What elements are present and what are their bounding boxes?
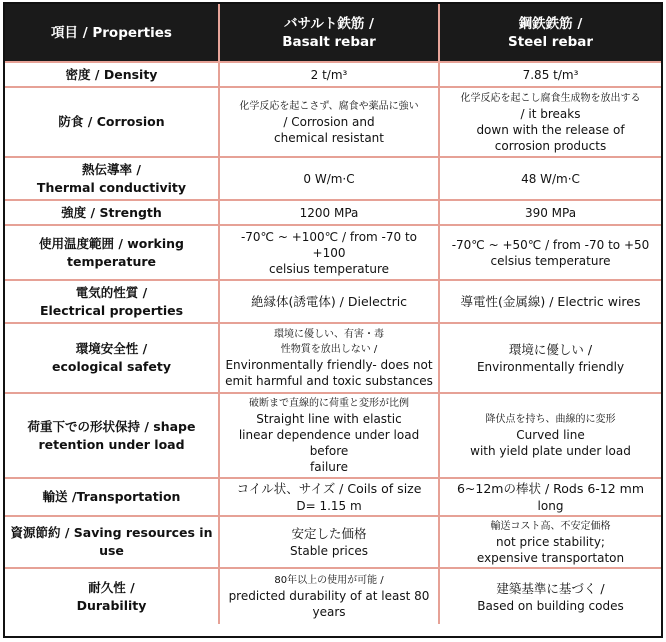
basalt-value-line: 2 t/m³: [310, 67, 348, 82]
basalt-value-line: 1200 MPa: [299, 205, 359, 220]
property-label-jp: 資源節約 / Saving resources in: [10, 525, 213, 540]
basalt-value-line: 80年以上の使用が可能 /: [274, 575, 384, 586]
basalt-value-line: emit harmful and toxic substances: [225, 374, 433, 388]
comparison-table-frame: [3, 2, 663, 638]
steel-value-line: down with the release of: [476, 122, 625, 137]
basalt-value-line: Stable prices: [290, 544, 368, 558]
basalt-cell: [219, 393, 439, 478]
property-label-jp: 密度: [65, 66, 91, 82]
property-cell: [5, 87, 219, 157]
basalt-value-line: 環境に優しい、有害・毒: [274, 329, 384, 340]
header-basalt: [219, 4, 439, 62]
steel-value-line: 48 W/m·C: [521, 171, 580, 186]
steel-value-line: 6~12mの棒状 / Rods 6-12 mm: [456, 481, 645, 496]
property-cell: [5, 225, 219, 280]
steel-cell: [439, 323, 661, 393]
basalt-value-line: 化学反応を起こさず、腐食や薬品に強い: [239, 100, 419, 112]
property-label-jp: 耐久性 /: [88, 579, 135, 595]
steel-value-line: long: [537, 499, 564, 513]
header-steel-en: Steel rebar: [507, 33, 594, 50]
property-cell: [5, 200, 219, 225]
property-cell: [5, 323, 219, 393]
property-label-en: Durability: [76, 597, 147, 613]
steel-value-line: expensive transportaton: [476, 550, 625, 565]
property-label-jp: 電気的性質 /: [75, 284, 148, 300]
property-label-en: ecological safety: [52, 359, 171, 374]
steel-cell: [439, 280, 661, 323]
steel-value-line: celsius temperature: [490, 253, 611, 268]
basalt-value-line: failure: [310, 460, 348, 474]
steel-value-line: corrosion products: [494, 138, 607, 153]
header-row: [5, 4, 661, 62]
steel-cell: [439, 157, 661, 200]
steel-value-line: 輸送コスト高、不安定価格: [490, 520, 611, 532]
steel-value-line: 導電性(金属線) / Electric wires: [460, 293, 641, 309]
basalt-cell: [219, 225, 439, 280]
steel-cell: [439, 225, 661, 280]
steel-cell: [439, 516, 661, 568]
steel-cell: [439, 393, 661, 478]
basalt-cell: [219, 478, 439, 516]
table-row: [5, 323, 661, 393]
steel-value-line: Based on building codes: [477, 598, 624, 613]
header-steel: [439, 4, 661, 62]
steel-cell: [439, 478, 661, 516]
steel-value-line: 7.85 t/m³: [522, 67, 579, 82]
basalt-cell: [219, 62, 439, 87]
basalt-value-line: 絶縁体(誘電体) / Dielectric: [250, 293, 408, 309]
property-cell: [5, 157, 219, 200]
basalt-value-line: chemical resistant: [274, 130, 384, 145]
comparison-table: [5, 4, 661, 624]
basalt-cell: [219, 516, 439, 568]
table-row: [5, 478, 661, 516]
steel-value-line: Curved line: [516, 428, 585, 442]
property-label-en: Thermal conductivity: [36, 179, 187, 195]
property-cell: [5, 516, 219, 568]
table-row: [5, 280, 661, 323]
property-label-jp: 輸送: [42, 489, 68, 504]
header-basalt-jp: バサルト鉄筋 /: [284, 15, 374, 32]
header-basalt-en: Basalt rebar: [282, 33, 376, 50]
basalt-value-line: predicted durability of at least 80: [228, 589, 430, 603]
table-row: [5, 157, 661, 200]
basalt-value-line: celsius temperature: [269, 261, 389, 276]
steel-value-line: 降伏点を持ち、曲線的に変形: [485, 414, 616, 425]
table-row: [5, 516, 661, 568]
basalt-cell: [219, 323, 439, 393]
basalt-value-line: Environmentally friendly- does not: [225, 358, 433, 372]
steel-value-line: with yield plate under load: [470, 444, 631, 458]
table-row: [5, 62, 661, 87]
property-cell: [5, 568, 219, 624]
property-label-en: / Corrosion: [87, 114, 165, 129]
property-label-jp: 使用温度範囲 / working: [38, 235, 184, 251]
steel-value-line: -70℃ ~ +50℃ / from -70 to +50: [451, 237, 650, 252]
basalt-cell: [219, 568, 439, 624]
steel-value-line: not price stability;: [496, 534, 605, 549]
table-row: [5, 225, 661, 280]
steel-value-line: 建築基準に基づく /: [496, 580, 605, 596]
property-label-en: / Density: [94, 66, 158, 82]
table-row: [5, 568, 661, 624]
property-label-en: Electrical properties: [39, 302, 184, 318]
property-label-en: /Transportation: [71, 489, 181, 504]
property-label-en: use: [99, 543, 124, 558]
basalt-value-line: 破断まで直線的に荷重と変形が比例: [249, 398, 409, 409]
property-cell: [5, 478, 219, 516]
property-cell: [5, 62, 219, 87]
basalt-cell: [219, 87, 439, 157]
steel-cell: [439, 87, 661, 157]
property-label-jp: 防食: [58, 114, 84, 129]
basalt-cell: [219, 157, 439, 200]
basalt-value-line: years: [312, 605, 346, 619]
basalt-value-line: linear dependence under load before: [238, 428, 420, 458]
basalt-value-line: 性物質を放出しない /: [280, 344, 378, 355]
property-label-jp: 荷重下での形状保持 / shape: [27, 418, 196, 434]
property-cell: [5, 393, 219, 478]
basalt-cell: [219, 200, 439, 225]
basalt-value-line: 安定した価格: [291, 526, 367, 541]
steel-cell: [439, 568, 661, 624]
steel-value-line: 環境に優しい /: [508, 342, 593, 357]
steel-cell: [439, 200, 661, 225]
steel-value-line: / it breaks: [520, 106, 581, 121]
property-label-jp: 環境安全性 /: [75, 341, 148, 356]
table-row: [5, 200, 661, 225]
basalt-value-line: / Corrosion and: [283, 114, 375, 129]
steel-value-line: 化学反応を起こし腐食生成物を放出する: [460, 92, 641, 104]
basalt-value-line: コイル状、サイズ / Coils of size: [236, 481, 422, 496]
header-properties: 項目 / Properties: [5, 4, 219, 62]
basalt-value-line: -70℃ ~ +100℃ / from -70 to +100: [240, 229, 418, 260]
steel-value-line: 390 MPa: [524, 205, 577, 220]
steel-cell: [439, 62, 661, 87]
property-label-en: retention under load: [38, 436, 185, 452]
table-row: [5, 393, 661, 478]
property-label-en: / Strength: [90, 204, 162, 220]
header-steel-jp: 鋼鉄鉄筋 /: [518, 15, 583, 32]
property-label-jp: 熱伝導率 /: [82, 161, 141, 177]
property-label-jp: 強度: [61, 204, 87, 220]
table-row: [5, 87, 661, 157]
basalt-value-line: 0 W/m·C: [303, 171, 355, 186]
steel-value-line: Environmentally friendly: [476, 360, 625, 374]
basalt-value-line: D= 1.15 m: [296, 499, 362, 513]
property-label-en: temperature: [66, 253, 157, 269]
basalt-value-line: Straight line with elastic: [256, 412, 402, 426]
basalt-cell: [219, 280, 439, 323]
property-cell: [5, 280, 219, 323]
